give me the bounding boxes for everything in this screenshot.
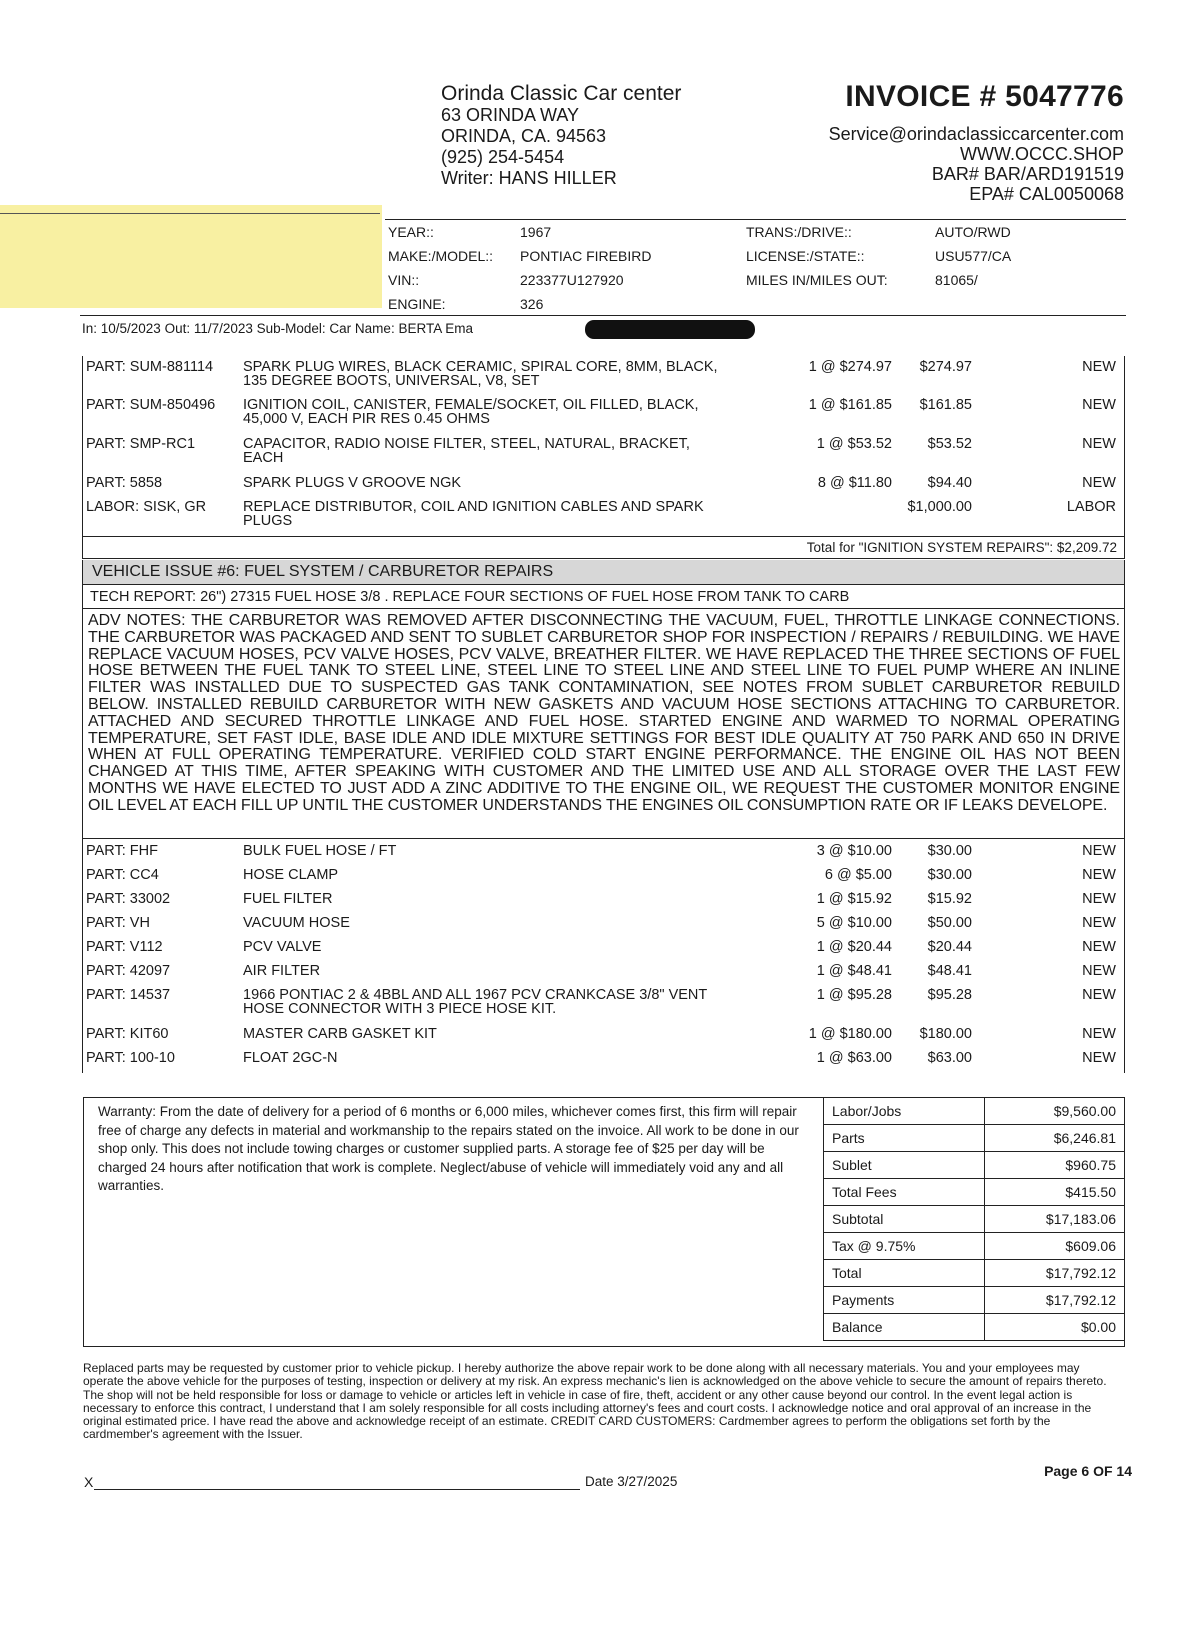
item-quantity: 1 @ $48.41 bbox=[816, 963, 892, 979]
totals-label: Parts bbox=[824, 1125, 985, 1152]
dates-line: In: 10/5/2023 Out: 11/7/2023 Sub-Model: Car Name: BERTA Ema bbox=[82, 321, 473, 336]
item-amount: $95.28 bbox=[927, 987, 972, 1003]
item-description: BULK FUEL HOSE / FT bbox=[243, 843, 397, 859]
ignition-total: Total for "IGNITION SYSTEM REPAIRS": $2,209.72 bbox=[806, 540, 1117, 555]
legal-text: Replaced parts may be requested by customer prior to vehicle pickup. I hereby authorize the above repair work to be done along with all necessary materials. You and your employees may operate the above vehicle for the purposes of testing, inspection or delivery at my risk. An express mechanic's lien is acknowledged on the above vehicle to secure the amount of repairs thereto. The shop will not be held responsible for loss or damage to vehicle or articles left in vehicle in case of fire, theft, accident or any other cause beyond our control. In the event legal action is necessary to enforce this contract, I understand that I am solely responsible for all costs including attorney's fees and court costs. I acknowledge notice and oral approval of an increase in the original estimated price. I have read the above and acknowledge receipt of an estimate. CREDIT CARD CUSTOMERS: Cardmember agrees to perform the obligations set forth by the cardmember's agreement with the Issuer. bbox=[83, 1361, 1107, 1442]
item-type: NEW bbox=[1082, 915, 1116, 931]
miles-value: 81065/ bbox=[935, 272, 978, 288]
invoice-number: INVOICE # 5047776 bbox=[845, 80, 1124, 113]
item-description: VACUUM HOSE bbox=[243, 915, 350, 931]
item-quantity: 1 @ $274.97 bbox=[808, 359, 892, 375]
totals-value: $9,560.00 bbox=[985, 1098, 1125, 1125]
adv-notes-rule bbox=[82, 838, 1125, 839]
make-value: PONTIAC FIREBIRD bbox=[520, 248, 652, 264]
license-label: LICENSE:/STATE:: bbox=[746, 248, 865, 264]
item-description: CAPACITOR, RADIO NOISE FILTER, STEEL, NATURAL, BRACKET, EACH bbox=[243, 436, 690, 466]
item-description: SPARK PLUGS V GROOVE NGK bbox=[243, 475, 462, 491]
item-code: PART: CC4 bbox=[86, 867, 159, 883]
shop-address-2: ORINDA, CA. 94563 bbox=[441, 126, 607, 146]
totals-label: Total Fees bbox=[824, 1179, 985, 1206]
item-amount: $274.97 bbox=[919, 359, 972, 375]
item-code: PART: FHF bbox=[86, 843, 158, 859]
item-quantity: 1 @ $95.28 bbox=[816, 987, 892, 1003]
shop-info bbox=[441, 83, 681, 189]
item-quantity: 5 @ $10.00 bbox=[816, 915, 892, 931]
invoice-info bbox=[829, 80, 1124, 204]
item-code: PART: SUM-850496 bbox=[86, 397, 216, 413]
totals-value: $6,246.81 bbox=[985, 1125, 1125, 1152]
totals-row bbox=[824, 1314, 1125, 1341]
totals-label: Tax @ 9.75% bbox=[824, 1233, 985, 1260]
tech-report-rule bbox=[82, 608, 1125, 609]
shop-website: WWW.OCCC.SHOP bbox=[960, 144, 1124, 164]
totals-value: $609.06 bbox=[985, 1233, 1125, 1260]
vehicle-top-rule bbox=[385, 219, 1126, 220]
vehicle-issue-title: VEHICLE ISSUE #6: FUEL SYSTEM / CARBURETOR REPAIRS bbox=[92, 563, 554, 580]
engine-value: 326 bbox=[520, 296, 544, 312]
bar-number: BAR# BAR/ARD191519 bbox=[931, 164, 1124, 184]
item-type: NEW bbox=[1082, 987, 1116, 1003]
item-description: REPLACE DISTRIBUTOR, COIL AND IGNITION CABLES AND SPARK PLUGS bbox=[243, 499, 704, 529]
totals-value: $17,183.06 bbox=[985, 1206, 1125, 1233]
ignition-box-left bbox=[82, 356, 83, 559]
item-amount: $63.00 bbox=[927, 1050, 972, 1066]
totals-value: $415.50 bbox=[985, 1179, 1125, 1206]
totals-value: $0.00 bbox=[985, 1314, 1125, 1341]
totals-label: Subtotal bbox=[824, 1206, 985, 1233]
item-amount: $48.41 bbox=[927, 963, 972, 979]
totals-row bbox=[824, 1179, 1125, 1206]
item-description: 1966 PONTIAC 2 & 4BBL AND ALL 1967 PCV CRANKCASE 3/8" VENT HOSE CONNECTOR WITH 3 PIECE HOSE KIT. bbox=[243, 987, 707, 1017]
item-code: PART: 5858 bbox=[86, 475, 163, 491]
item-amount: $30.00 bbox=[927, 843, 972, 859]
item-quantity: 6 @ $5.00 bbox=[824, 867, 892, 883]
totals-table bbox=[823, 1097, 1125, 1341]
item-quantity: 1 @ $161.85 bbox=[808, 397, 892, 413]
item-quantity: 3 @ $10.00 bbox=[816, 843, 892, 859]
license-value: USU577/CA bbox=[935, 248, 1012, 264]
item-amount: $94.40 bbox=[927, 475, 972, 491]
shop-name: Orinda Classic Car center bbox=[441, 82, 682, 105]
warranty-text: Warranty: From the date of delivery for a period of 6 months or 6,000 miles, whichever comes first, this firm will repair free of charge any defects in material and workmanship to the repairs stated on the invoice. All work to be done in our shop only. This does not include towing charges or customer supplied parts. A storage fee of $25 per day will be charged 24 hours after notification that work is complete. Neglect/abuse of vehicle will immediately void any and all warranties. bbox=[98, 1104, 799, 1193]
issue-band-bottom bbox=[82, 584, 1125, 585]
signature-x: X bbox=[84, 1474, 94, 1490]
page-number: Page 6 OF 14 bbox=[1044, 1463, 1132, 1479]
item-code: PART: SMP-RC1 bbox=[86, 436, 196, 452]
issue-box-left bbox=[82, 560, 83, 1073]
item-amount: $180.00 bbox=[919, 1026, 972, 1042]
note-edge-line bbox=[0, 213, 380, 214]
totals-label: Balance bbox=[824, 1314, 985, 1341]
totals-value: $17,792.12 bbox=[985, 1260, 1125, 1287]
item-code: PART: KIT60 bbox=[86, 1026, 169, 1042]
shop-phone: (925) 254-5454 bbox=[441, 147, 565, 167]
item-quantity: 1 @ $63.00 bbox=[816, 1050, 892, 1066]
item-type: NEW bbox=[1082, 963, 1116, 979]
item-code: LABOR: SISK, GR bbox=[86, 499, 207, 515]
item-description: FUEL FILTER bbox=[243, 891, 333, 907]
adv-notes: ADV NOTES: THE CARBURETOR WAS REMOVED AFTER DISCONNECTING THE VACUUM, FUEL, THROTTLE LINKAGE CONNECTIONS. THE CARBURETOR WAS PACKAGED AND SENT TO SUBLET CARBURETOR SHOP FOR INSPECTION / REPAIRS / REBUILDING. WE HAVE REPLACE VACUUM HOSES, PCV VALVE HOSES, PCV VALVE, BREATHER FILTER. WE HAVE REPLACED THE THREE SECTIONS OF FUEL HOSE BETWEEN THE FUEL TANK TO STEEL LINE, STEEL LINE TO STEEL LINE AND STEEL LINE TO FUEL PUMP WHERE AN INLINE FILTER WAS INSTALLED DUE TO SUSPECTED GAS TANK CONTAMINATION, SEE NOTES FROM SUBLET CARBURETOR REBUILD BELOW. INSTALLED REBUILD CARBURETOR WITH NEW GASKETS AND VACUUM HOSE SECTIONS ATTACHING TO CARBURETOR. ATTACHED AND SECURED THROTTLE LINKAGE AND FUEL HOSE. STARTED ENGINE AND WARMED TO NORMAL OPERATING TEMPERATURE, SET FAST IDLE, BASE IDLE AND IDLE MIXTURE SETTINGS FOR BEST IDLE QUALITY AT 750 PARK AND 650 IN DRIVE WHEN AT FULL OPERATING TEMPERATURE. VERIFIED COLD START ENGINE PERFORMANCE. THE ENGINE OIL HAS NOT BEEN CHANGED AT THIS TIME, AFTER SPEAKING WITH CUSTOMER AND THE LIMITED USE AND ALL STORAGE OVER THE LAST FEW MONTHS WE HAVE ELECTED TO JUST ADD A ZINC ADDITIVE TO THE ENGINE OIL, WE REQUEST THE CUSTOMER MONITOR ENGINE OIL LEVEL AT EACH FILL UP UNTIL THE CUSTOMER UNDERSTANDS THE ENGINES OIL CONSUMPTION RATE OR IF LEAKS DEVELOPE. bbox=[88, 612, 1120, 814]
engine-label: ENGINE: bbox=[388, 296, 446, 312]
make-label: MAKE:/MODEL:: bbox=[388, 248, 494, 264]
ignition-total-rule bbox=[82, 536, 1125, 537]
totals-row bbox=[824, 1152, 1125, 1179]
shop-email: Service@orindaclassiccarcenter.com bbox=[828, 124, 1124, 144]
item-amount: $161.85 bbox=[919, 397, 972, 413]
totals-label: Total bbox=[824, 1260, 985, 1287]
redaction-bar bbox=[585, 320, 755, 339]
signature-line bbox=[94, 1489, 580, 1490]
totals-value: $17,792.12 bbox=[985, 1287, 1125, 1314]
totals-label: Payments bbox=[824, 1287, 985, 1314]
ignition-box-bottom bbox=[82, 558, 1125, 559]
item-type: NEW bbox=[1082, 1026, 1116, 1042]
item-description: MASTER CARB GASKET KIT bbox=[243, 1026, 437, 1042]
item-code: PART: 100-10 bbox=[86, 1050, 175, 1066]
item-amount: $1,000.00 bbox=[907, 499, 972, 515]
item-type: NEW bbox=[1082, 891, 1116, 907]
item-type: NEW bbox=[1082, 939, 1116, 955]
shop-address-1: 63 ORINDA WAY bbox=[441, 105, 580, 125]
totals-row bbox=[824, 1206, 1125, 1233]
trans-label: TRANS:/DRIVE:: bbox=[746, 224, 852, 240]
item-code: PART: VH bbox=[86, 915, 150, 931]
item-quantity: 1 @ $20.44 bbox=[816, 939, 892, 955]
miles-label: MILES IN/MILES OUT: bbox=[746, 272, 888, 288]
item-code: PART: 42097 bbox=[86, 963, 171, 979]
item-quantity: 1 @ $15.92 bbox=[816, 891, 892, 907]
tech-report: TECH REPORT: 26") 27315 FUEL HOSE 3/8 . REPLACE FOUR SECTIONS OF FUEL HOSE FROM TANK TO CARB bbox=[90, 589, 850, 605]
item-amount: $53.52 bbox=[927, 436, 972, 452]
date-label: Date 3/27/2025 bbox=[585, 1474, 678, 1489]
item-description: FLOAT 2GC-N bbox=[243, 1050, 338, 1066]
item-type: NEW bbox=[1082, 1050, 1116, 1066]
issue-box-right bbox=[1124, 560, 1125, 1073]
item-type: NEW bbox=[1082, 359, 1116, 375]
item-code: PART: SUM-881114 bbox=[86, 359, 214, 375]
trans-value: AUTO/RWD bbox=[935, 224, 1011, 240]
item-code: PART: V112 bbox=[86, 939, 163, 955]
item-quantity: 1 @ $180.00 bbox=[808, 1026, 892, 1042]
item-amount: $15.92 bbox=[927, 891, 972, 907]
totals-label: Labor/Jobs bbox=[824, 1098, 985, 1125]
vehicle-issue-header bbox=[82, 560, 1125, 584]
item-amount: $30.00 bbox=[927, 867, 972, 883]
year-value: 1967 bbox=[520, 224, 552, 240]
writer: Writer: HANS HILLER bbox=[441, 168, 617, 188]
totals-row bbox=[824, 1260, 1125, 1287]
totals-row bbox=[824, 1125, 1125, 1152]
item-type: NEW bbox=[1082, 475, 1116, 491]
item-code: PART: 33002 bbox=[86, 891, 171, 907]
vin-value: 223377U127920 bbox=[520, 272, 624, 288]
ignition-box-right bbox=[1124, 356, 1125, 559]
item-description: PCV VALVE bbox=[243, 939, 322, 955]
epa-number: EPA# CAL0050068 bbox=[969, 184, 1124, 204]
item-type: NEW bbox=[1082, 843, 1116, 859]
item-code: PART: 14537 bbox=[86, 987, 171, 1003]
item-type: LABOR bbox=[1066, 499, 1116, 515]
item-description: AIR FILTER bbox=[243, 963, 321, 979]
item-description: IGNITION COIL, CANISTER, FEMALE/SOCKET, OIL FILLED, BLACK, 45,000 V, EACH PIR RES 0.45 OHMS bbox=[243, 397, 699, 427]
vehicle-bottom-rule bbox=[80, 315, 1126, 316]
item-amount: $20.44 bbox=[927, 939, 972, 955]
item-quantity: 1 @ $53.52 bbox=[816, 436, 892, 452]
item-type: NEW bbox=[1082, 397, 1116, 413]
totals-label: Sublet bbox=[824, 1152, 985, 1179]
vin-label: VIN:: bbox=[388, 272, 420, 288]
totals-row bbox=[824, 1098, 1125, 1125]
item-type: NEW bbox=[1082, 867, 1116, 883]
item-quantity: 8 @ $11.80 bbox=[817, 475, 892, 491]
year-label: YEAR:: bbox=[388, 224, 434, 240]
totals-row bbox=[824, 1287, 1125, 1314]
item-type: NEW bbox=[1082, 436, 1116, 452]
totals-row bbox=[824, 1233, 1125, 1260]
item-amount: $50.00 bbox=[927, 915, 972, 931]
item-description: HOSE CLAMP bbox=[243, 867, 339, 883]
sticky-note bbox=[0, 205, 382, 308]
totals-value: $960.75 bbox=[985, 1152, 1125, 1179]
item-description: SPARK PLUG WIRES, BLACK CERAMIC, SPIRAL CORE, 8MM, BLACK, 135 DEGREE BOOTS, UNIVERSAL, V8, SET bbox=[243, 359, 718, 389]
